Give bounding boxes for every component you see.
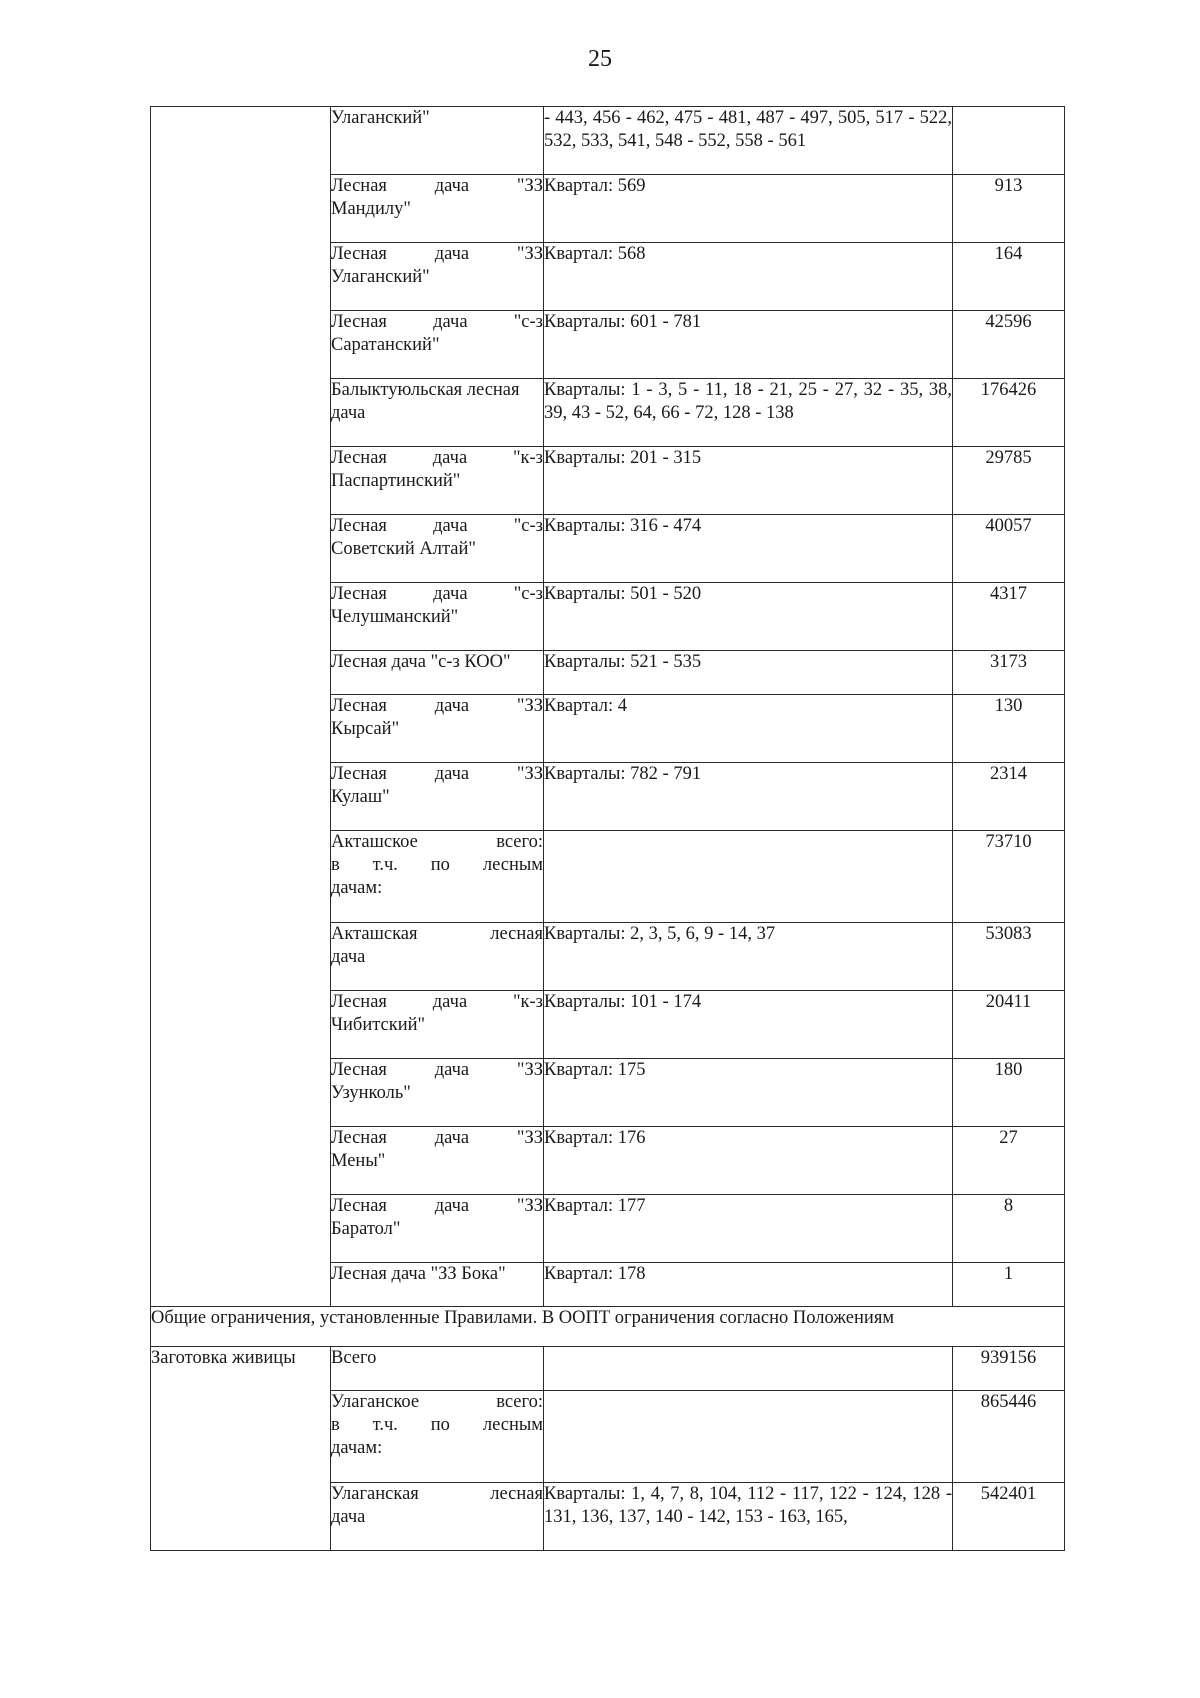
area-value-cell: 20411 (953, 991, 1065, 1059)
quarters-cell (544, 1391, 953, 1483)
forest-dacha-cell (331, 515, 544, 583)
dacha-name-line: в т.ч. по лесным (331, 1415, 543, 1435)
forest-dacha-cell (331, 1391, 544, 1483)
dacha-name-line: Челушманский" (331, 607, 459, 627)
quarters-cell: Квартал: 177 (544, 1195, 953, 1263)
area-value-cell: 40057 (953, 515, 1065, 583)
note-row (151, 1307, 1065, 1347)
area-value-cell: 27 (953, 1127, 1065, 1195)
area-value-cell: 2314 (953, 763, 1065, 831)
quarters-cell: Кварталы: 1, 4, 7, 8, 104, 112 - 117, 122 - 124, 128 - 131, 136, 137, 140 - 142, 153 - 163, 165, (544, 1483, 953, 1551)
dacha-name-line: Мандилу" (331, 199, 411, 219)
area-value-cell (953, 107, 1065, 175)
dacha-name-line: Улаганское всего: (331, 1392, 543, 1412)
forest-dacha-cell (331, 831, 544, 923)
category-cell-empty (151, 107, 331, 1307)
dacha-name-line: Лесная дача "с-з (331, 584, 543, 604)
dacha-name-line: Чибитский" (331, 1015, 426, 1035)
quarters-cell: Квартал: 568 (544, 243, 953, 311)
dacha-name-line: Лесная дача "ЗЗ Бока" (331, 1264, 506, 1284)
quarters-cell: - 443, 456 - 462, 475 - 481, 487 - 497, 505, 517 - 522, 532, 533, 541, 548 - 552, 558 - 561 (544, 107, 953, 175)
forest-dacha-cell (331, 991, 544, 1059)
forest-dacha-cell (331, 583, 544, 651)
quarters-cell: Кварталы: 201 - 315 (544, 447, 953, 515)
dacha-name-line: Лесная дача "ЗЗ (331, 244, 543, 264)
forest-dacha-cell (331, 695, 544, 763)
dacha-name-line: Улаганский" (331, 267, 430, 287)
quarters-cell: Кварталы: 521 - 535 (544, 651, 953, 695)
restrictions-table (150, 106, 1065, 1551)
forest-dacha-cell (331, 379, 544, 447)
dacha-name-line: Лесная дача "ЗЗ (331, 764, 543, 784)
dacha-name-line: Лесная дача "ЗЗ (331, 176, 543, 196)
page-number: 25 (588, 46, 612, 72)
dacha-name-line: Балыктуюльская лесная дача (331, 380, 520, 423)
quarters-cell: Кварталы: 782 - 791 (544, 763, 953, 831)
quarters-cell: Квартал: 4 (544, 695, 953, 763)
dacha-name-line: Саратанский" (331, 335, 440, 355)
quarters-cell: Квартал: 176 (544, 1127, 953, 1195)
dacha-name-line: дача (331, 1507, 366, 1527)
dacha-name-line: Лесная дача "ЗЗ (331, 696, 543, 716)
forest-dacha-cell (331, 1127, 544, 1195)
area-value-cell: 130 (953, 695, 1065, 763)
dacha-name-line: Советский Алтай" (331, 539, 476, 559)
area-value-cell: 542401 (953, 1483, 1065, 1551)
quarters-cell: Кварталы: 2, 3, 5, 6, 9 - 14, 37 (544, 923, 953, 991)
table-body (151, 107, 1065, 1551)
dacha-name-line: Кулаш" (331, 787, 390, 807)
area-value-cell: 865446 (953, 1391, 1065, 1483)
dacha-name-line: Узунколь" (331, 1083, 411, 1103)
area-value-cell: 164 (953, 243, 1065, 311)
quarters-cell: Кварталы: 1 - 3, 5 - 11, 18 - 21, 25 - 27, 32 - 35, 38, 39, 43 - 52, 64, 66 - 72, 128 - 138 (544, 379, 953, 447)
quarters-cell: Квартал: 569 (544, 175, 953, 243)
forest-dacha-cell (331, 763, 544, 831)
table-row (151, 107, 1065, 175)
quarters-cell (544, 1347, 953, 1391)
forest-dacha-cell (331, 1347, 544, 1391)
dacha-name-line: Лесная дача "ЗЗ (331, 1060, 543, 1080)
dacha-name-line: Лесная дача "с-з (331, 516, 543, 536)
dacha-name-line: Всего (331, 1348, 377, 1368)
dacha-name-line: в т.ч. по лесным (331, 855, 543, 875)
quarters-cell: Кварталы: 101 - 174 (544, 991, 953, 1059)
dacha-name-line: Улаганский" (331, 108, 430, 128)
forest-dacha-cell (331, 651, 544, 695)
dacha-name-line: Лесная дача "ЗЗ (331, 1128, 543, 1148)
area-value-cell: 913 (953, 175, 1065, 243)
forest-dacha-cell (331, 1195, 544, 1263)
forest-dacha-cell (331, 1483, 544, 1551)
quarters-cell: Кварталы: 601 - 781 (544, 311, 953, 379)
area-value-cell: 73710 (953, 831, 1065, 923)
dacha-name-line: Баратол" (331, 1219, 401, 1239)
quarters-cell (544, 831, 953, 923)
quarters-cell: Кварталы: 316 - 474 (544, 515, 953, 583)
dacha-name-line: дачам: (331, 878, 383, 898)
forest-dacha-cell (331, 447, 544, 515)
dacha-name-line: Улаганская лесная (331, 1484, 543, 1504)
forest-dacha-cell (331, 923, 544, 991)
restrictions-note: Общие ограничения, установленные Правилами. В ООПТ ограничения согласно Положениям (151, 1307, 1065, 1347)
area-value-cell: 8 (953, 1195, 1065, 1263)
area-value-cell: 1 (953, 1263, 1065, 1307)
forest-dacha-cell (331, 311, 544, 379)
forest-dacha-cell (331, 107, 544, 175)
area-value-cell: 4317 (953, 583, 1065, 651)
dacha-name-line: дача (331, 947, 366, 967)
forest-dacha-cell (331, 243, 544, 311)
area-value-cell: 3173 (953, 651, 1065, 695)
quarters-cell: Квартал: 178 (544, 1263, 953, 1307)
dacha-name-line: Паспартинский" (331, 471, 461, 491)
dacha-name-line: Лесная дача "с-з (331, 312, 543, 332)
dacha-name-line: Акташская лесная (331, 924, 543, 944)
category-cell: Заготовка живицы (151, 1347, 331, 1551)
forest-dacha-cell (331, 175, 544, 243)
area-value-cell: 939156 (953, 1347, 1065, 1391)
table-row (151, 1347, 1065, 1391)
forest-dacha-cell (331, 1059, 544, 1127)
area-value-cell: 42596 (953, 311, 1065, 379)
dacha-name-line: Акташское всего: (331, 832, 543, 852)
dacha-name-line: Мены" (331, 1151, 386, 1171)
area-value-cell: 176426 (953, 379, 1065, 447)
quarters-cell: Кварталы: 501 - 520 (544, 583, 953, 651)
dacha-name-line: Лесная дача "с-з КОО" (331, 652, 511, 672)
dacha-name-line: Лесная дача "к-з (331, 448, 543, 468)
area-value-cell: 29785 (953, 447, 1065, 515)
dacha-name-line: Кырсай" (331, 719, 400, 739)
forest-dacha-cell (331, 1263, 544, 1307)
dacha-name-line: Лесная дача "к-з (331, 992, 543, 1012)
dacha-name-line: Лесная дача "ЗЗ (331, 1196, 543, 1216)
quarters-cell: Квартал: 175 (544, 1059, 953, 1127)
dacha-name-line: дачам: (331, 1438, 383, 1458)
area-value-cell: 53083 (953, 923, 1065, 991)
area-value-cell: 180 (953, 1059, 1065, 1127)
